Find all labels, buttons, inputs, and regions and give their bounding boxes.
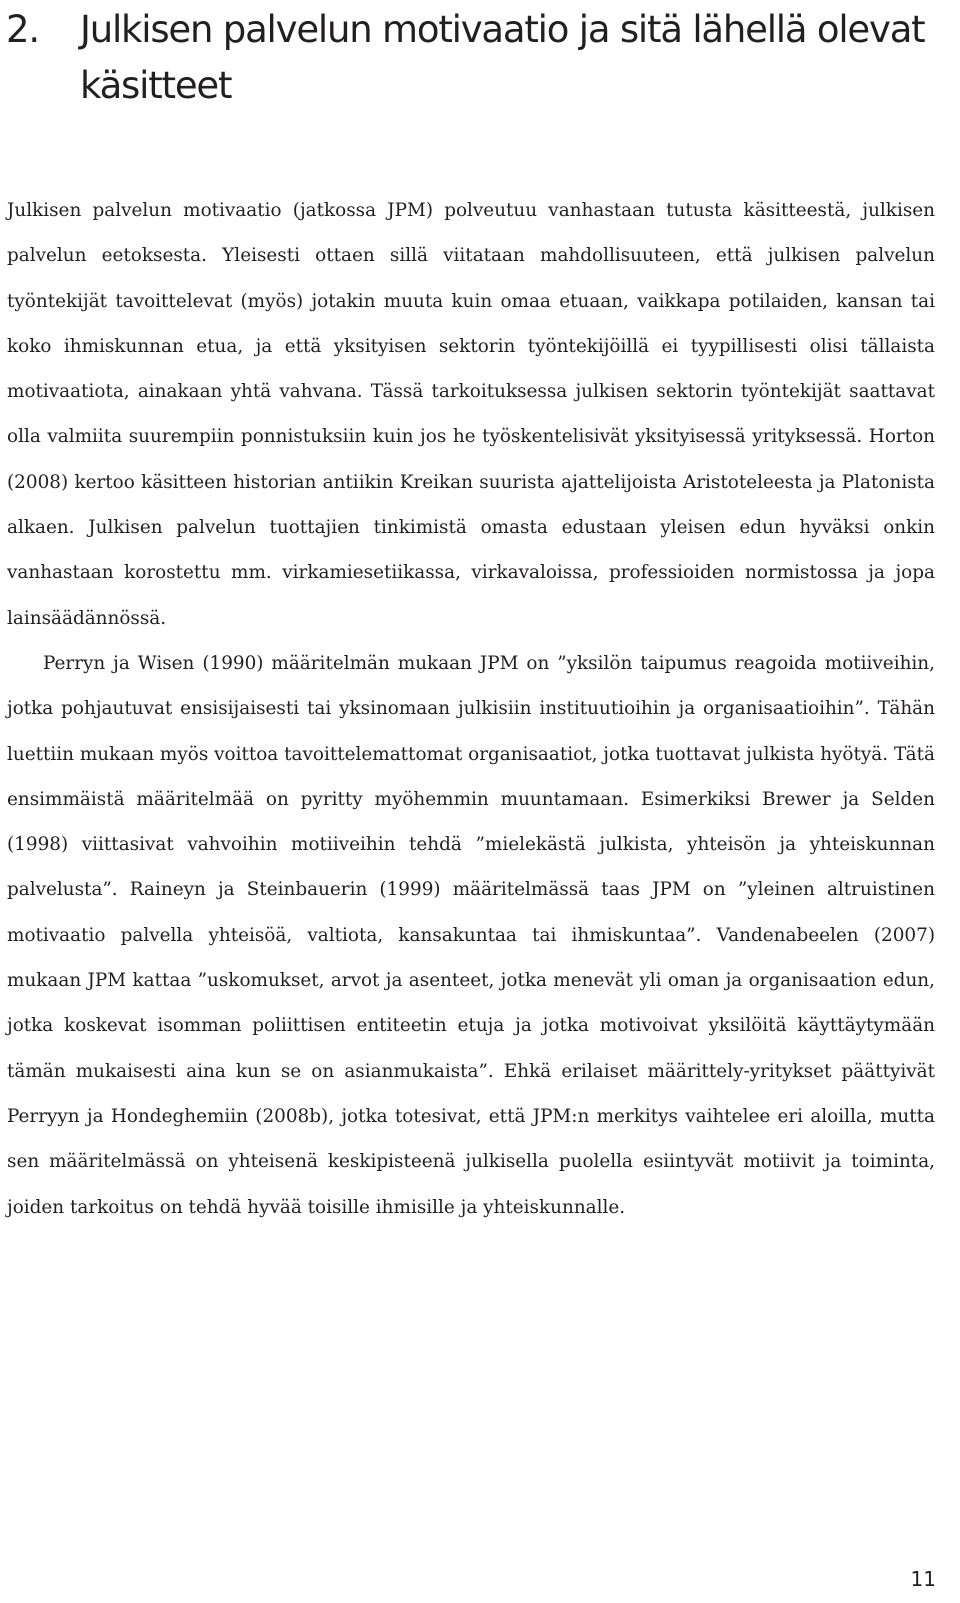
chapter-title: Julkisen palvelun motivaatio ja sitä lähellä olevat käsitteet: [80, 8, 925, 107]
page-number: 11: [910, 1567, 936, 1591]
chapter-heading: [6, 2, 946, 114]
chapter-number: 2.: [6, 8, 39, 51]
paragraph-jpm-definitions: Perryn ja Wisen (1990) määritelmän mukaan JPM on ”yksilön taipumus reagoida motiiveihin, jotka pohjautuvat ensisijaisesti tai yksinomaan julkisiin instituutioihin ja organisaatioihin”. Tähän luettiin mukaan myös voittoa tavoittelemattomat organisaatiot, jotka tuottavat julkista hyötyä. Tätä ensimmäistä määritelmää on pyritty myöhemmin muuntamaan. Esimerkiksi Brewer ja Selden (1998) viittasivat vahvoihin motiiveihin tehdä ”mielekästä julkista, yhteisön ja yhteiskunnan palvelusta”. Raineyn ja Steinbauerin (1999) määritelmässä taas JPM on ”yleinen altruistinen motivaatio palvella yhteisöä, valtiota, kansakuntaa tai ihmiskuntaa”. Vandenabeelen (2007) mukaan JPM kattaa ”uskomukset, arvot ja asenteet, jotka menevät yli oman ja organisaation edun, jotka koskevat isomman poliittisen entiteetin etuja ja jotka motivoivat yksilöitä käyttäytymään tämän mukaisesti aina kun se on asianmukaista”. Ehkä erilaiset määrittely-yritykset päättyivät Perryyn ja Hondeghemiin (2008b), jotka totesivat, että JPM:n merkitys vaihtelee eri aloilla, mutta sen määritelmässä on yhteisenä keskipisteenä julkisella puolella esiintyvät motiivit ja toiminta, joiden tarkoitus on tehdä hyvää toisille ihmisille ja yhteiskunnalle.: [7, 652, 935, 1218]
paragraph-jpm-origin: Julkisen palvelun motivaatio (jatkossa JPM) polveutuu vanhastaan tutusta käsitteestä, julkisen palvelun eetoksesta. Yleisesti ottaen sillä viitataan mahdollisuuteen, että julkisen palvelun työntekijät tavoittelevat (myös) jotakin muuta kuin omaa etuaan, vaikkapa potilaiden, kansan tai koko ihmiskunnan etua, ja että yksityisen sektorin työntekijöillä ei tyypillisesti olisi tällaista motivaatiota, ainakaan yhtä vahvana. Tässä tarkoituksessa julkisen sektorin työntekijät saattavat olla valmiita suurempiin ponnistuksiin kuin jos he työskentelisivät yksityisessä yrityksessä. Horton (2008) kertoo käsitteen historian antiikin Kreikan suurista ajattelijoista Aristoteleesta ja Platonista alkaen. Julkisen palvelun tuottajien tinkimistä omasta edustaan yleisen edun hyväksi onkin vanhastaan korostettu mm. virkamiesetiikassa, virkavaloissa, professioiden normistossa ja jopa lainsäädännössä.: [7, 200, 935, 629]
body-text: [7, 188, 935, 1230]
